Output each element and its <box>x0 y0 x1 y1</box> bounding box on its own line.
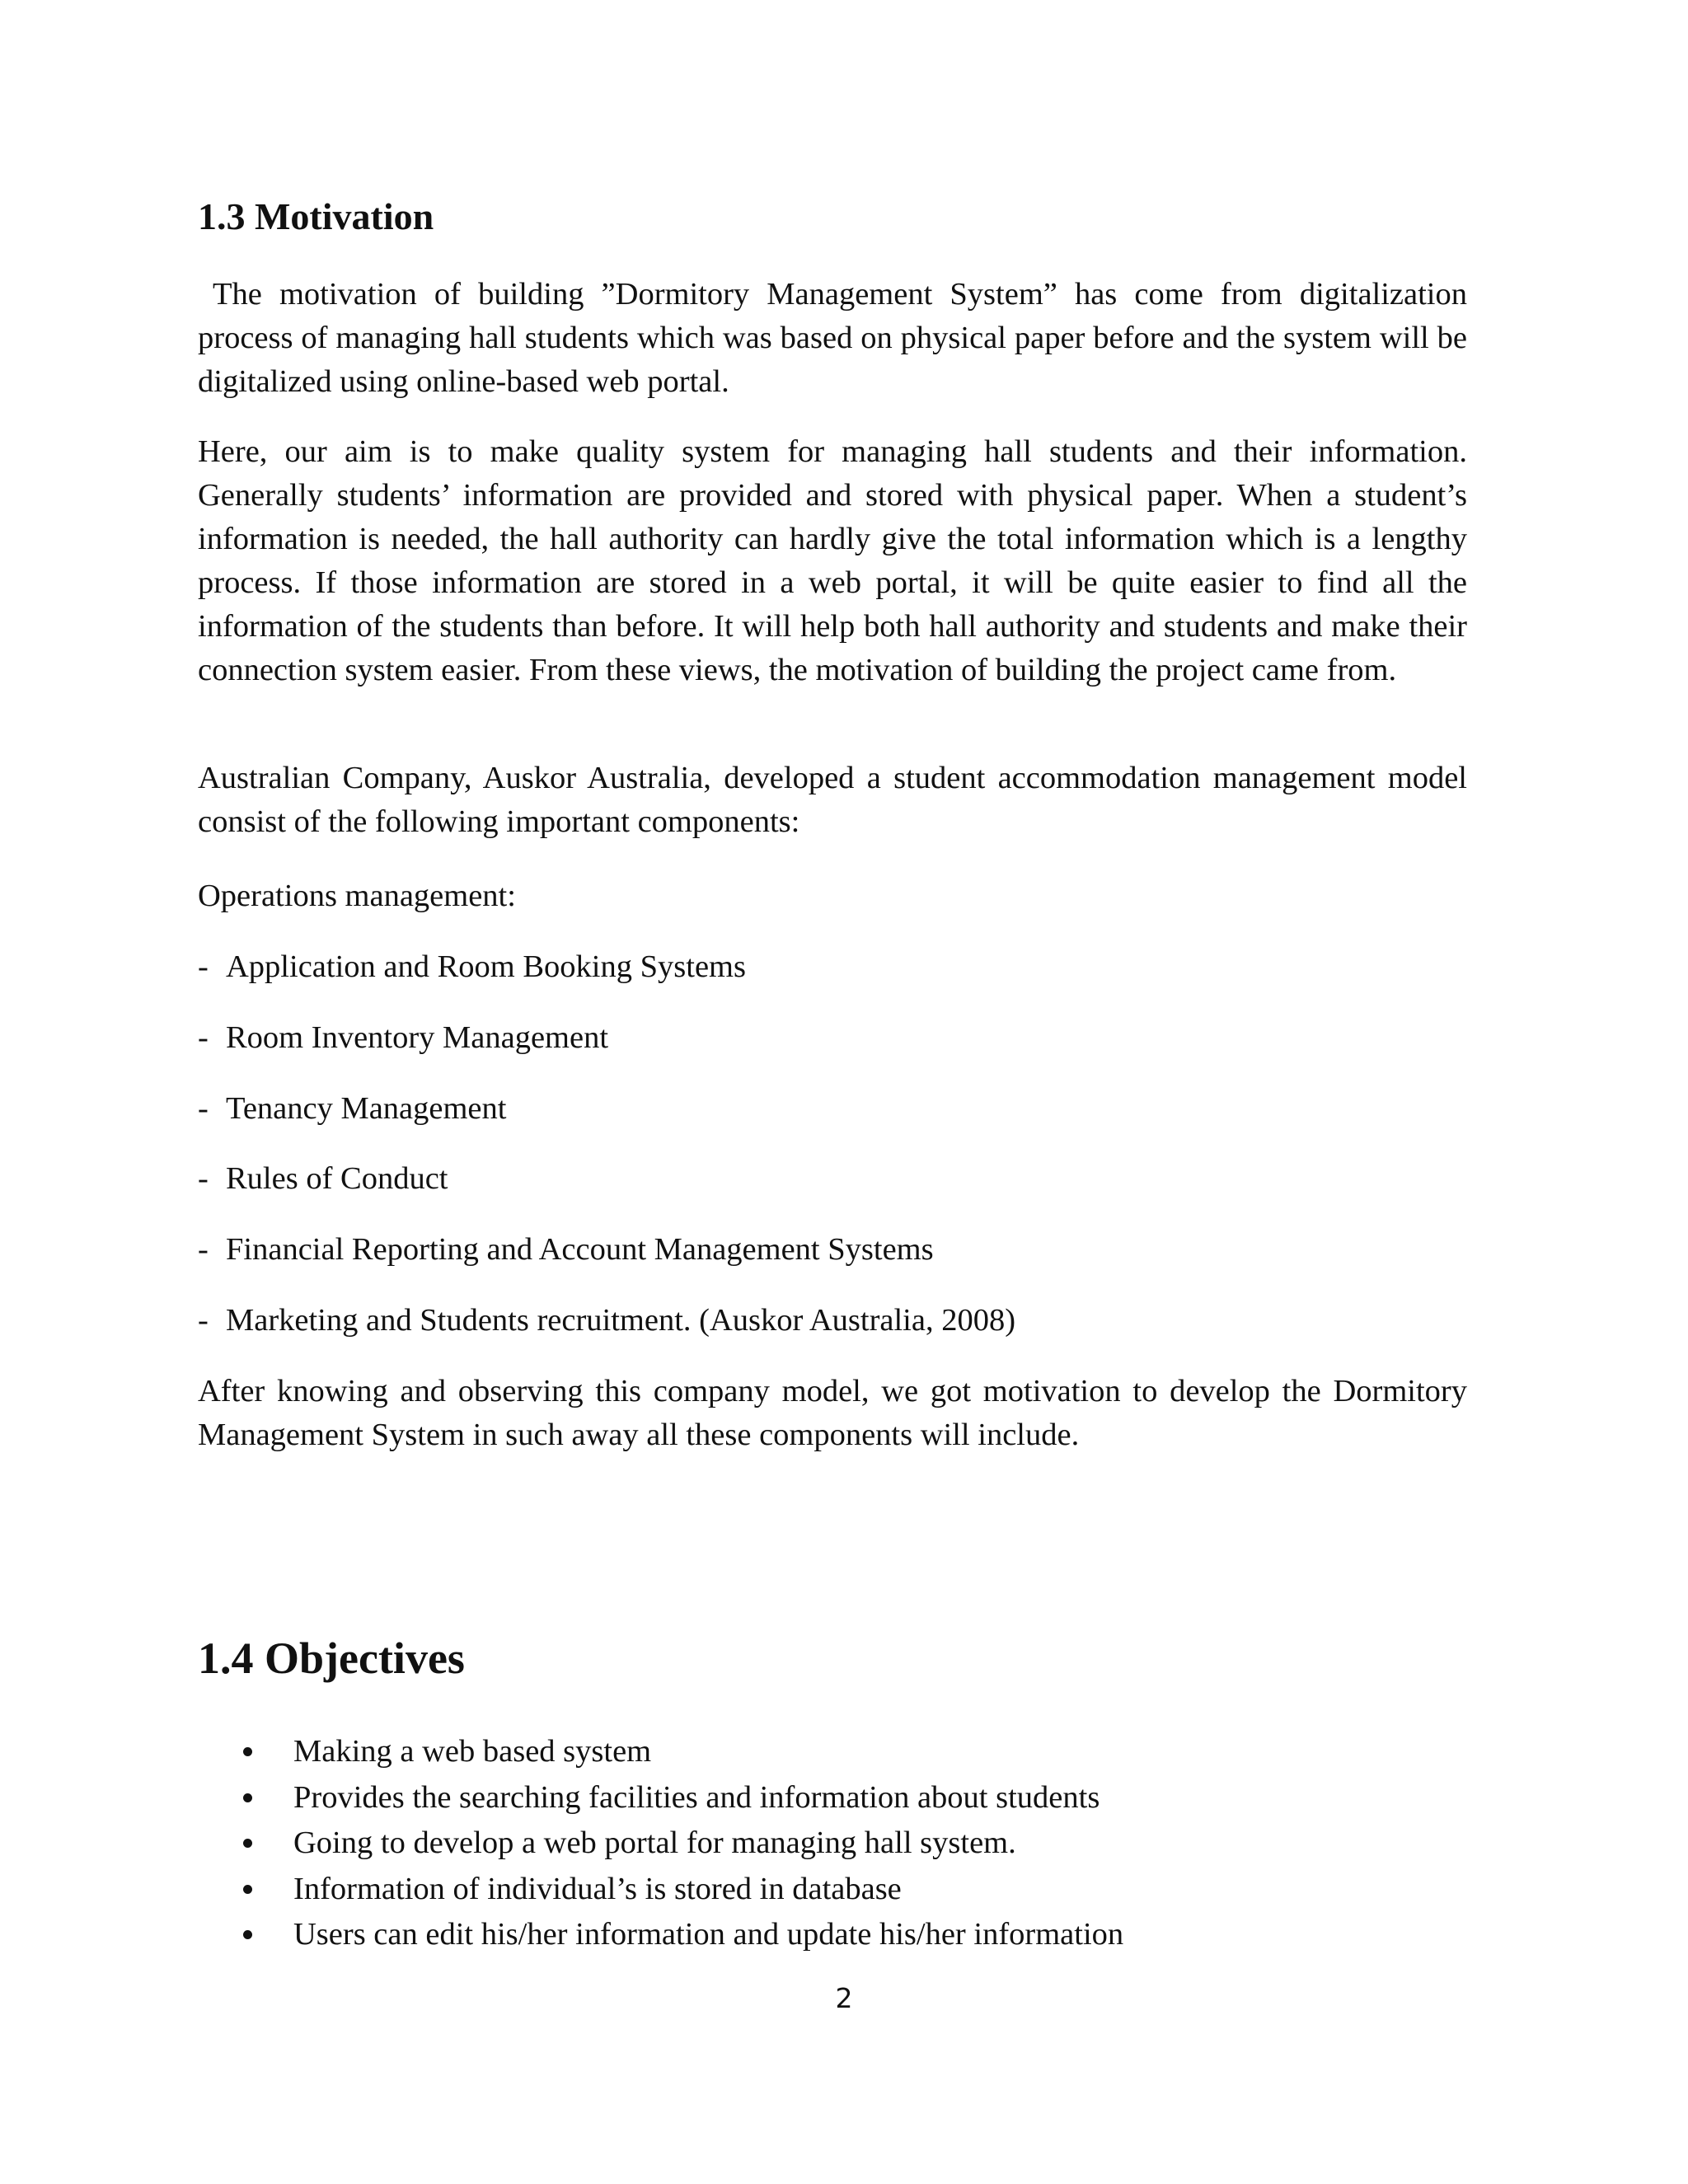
bullet-dot-icon <box>243 1885 252 1894</box>
motivation-paragraph-2: Here, our aim is to make quality system for managing hall students and their information. Generally students’ information are provided and stored with physical paper. When a student’s information is needed, the hall authority can hardly give the total information which is a lengthy process. If those information are stored in a web portal, it will be quite easier to find all the information of the students than before. It will help both hall authority and students and make their connection system easier. From these views, the motivation of building the project came from. <box>198 434 1467 687</box>
component-list-item <box>198 1016 608 1060</box>
component-list-item <box>198 1087 506 1131</box>
bullet-dot-icon <box>243 1793 252 1802</box>
objective-text: Making a web based system <box>293 1734 652 1769</box>
component-list-item <box>198 1157 448 1201</box>
objective-text: Information of individual’s is stored in database <box>293 1871 902 1906</box>
component-list-item <box>198 1228 934 1272</box>
motivation-paragraph-4: After knowing and observing this company model, we got motivation to develop the Dormitory Management System in such away all these components will include. <box>198 1374 1467 1452</box>
motivation-paragraph-1: The motivation of building ”Dormitory Management System” has come from digitalization process of managing hall students which was based on physical paper before and the system will be digitalized using online-based web portal. <box>198 277 1467 399</box>
objective-text: Provides the searching facilities and information about students <box>293 1779 1100 1815</box>
dash-marker: - <box>198 949 209 984</box>
component-label: Marketing and Students recruitment. (Auskor Australia, 2008) <box>226 1303 1016 1338</box>
component-list-item <box>198 1299 1015 1343</box>
dash-marker: - <box>198 1020 209 1055</box>
component-label: Financial Reporting and Account Management Systems <box>226 1232 934 1267</box>
dash-marker: - <box>198 1091 209 1126</box>
dash-marker: - <box>198 1232 209 1267</box>
motivation-paragraph-3: Australian Company, Auskor Australia, developed a student accommodation management model consist of the following important components: <box>198 761 1467 839</box>
operations-intro: Operations management: <box>198 879 516 913</box>
component-label: Tenancy Management <box>226 1091 507 1126</box>
dash-marker: - <box>198 1161 209 1196</box>
bullet-dot-icon <box>243 1930 252 1939</box>
objective-text: Users can edit his/her information and update his/her information <box>293 1917 1124 1952</box>
objective-text: Going to develop a web portal for managing hall system. <box>293 1825 1016 1860</box>
component-list-item <box>198 945 746 989</box>
page-number: 2 <box>835 1982 853 2014</box>
component-label: Rules of Conduct <box>226 1161 448 1196</box>
section-heading-objectives: 1.4 Objectives <box>198 1633 465 1683</box>
component-label: Room Inventory Management <box>226 1020 609 1055</box>
bullet-dot-icon <box>243 1747 252 1756</box>
dash-marker: - <box>198 1303 209 1338</box>
bullet-dot-icon <box>243 1839 252 1848</box>
component-label: Application and Room Booking Systems <box>226 949 746 984</box>
section-heading-motivation: 1.3 Motivation <box>198 195 434 237</box>
